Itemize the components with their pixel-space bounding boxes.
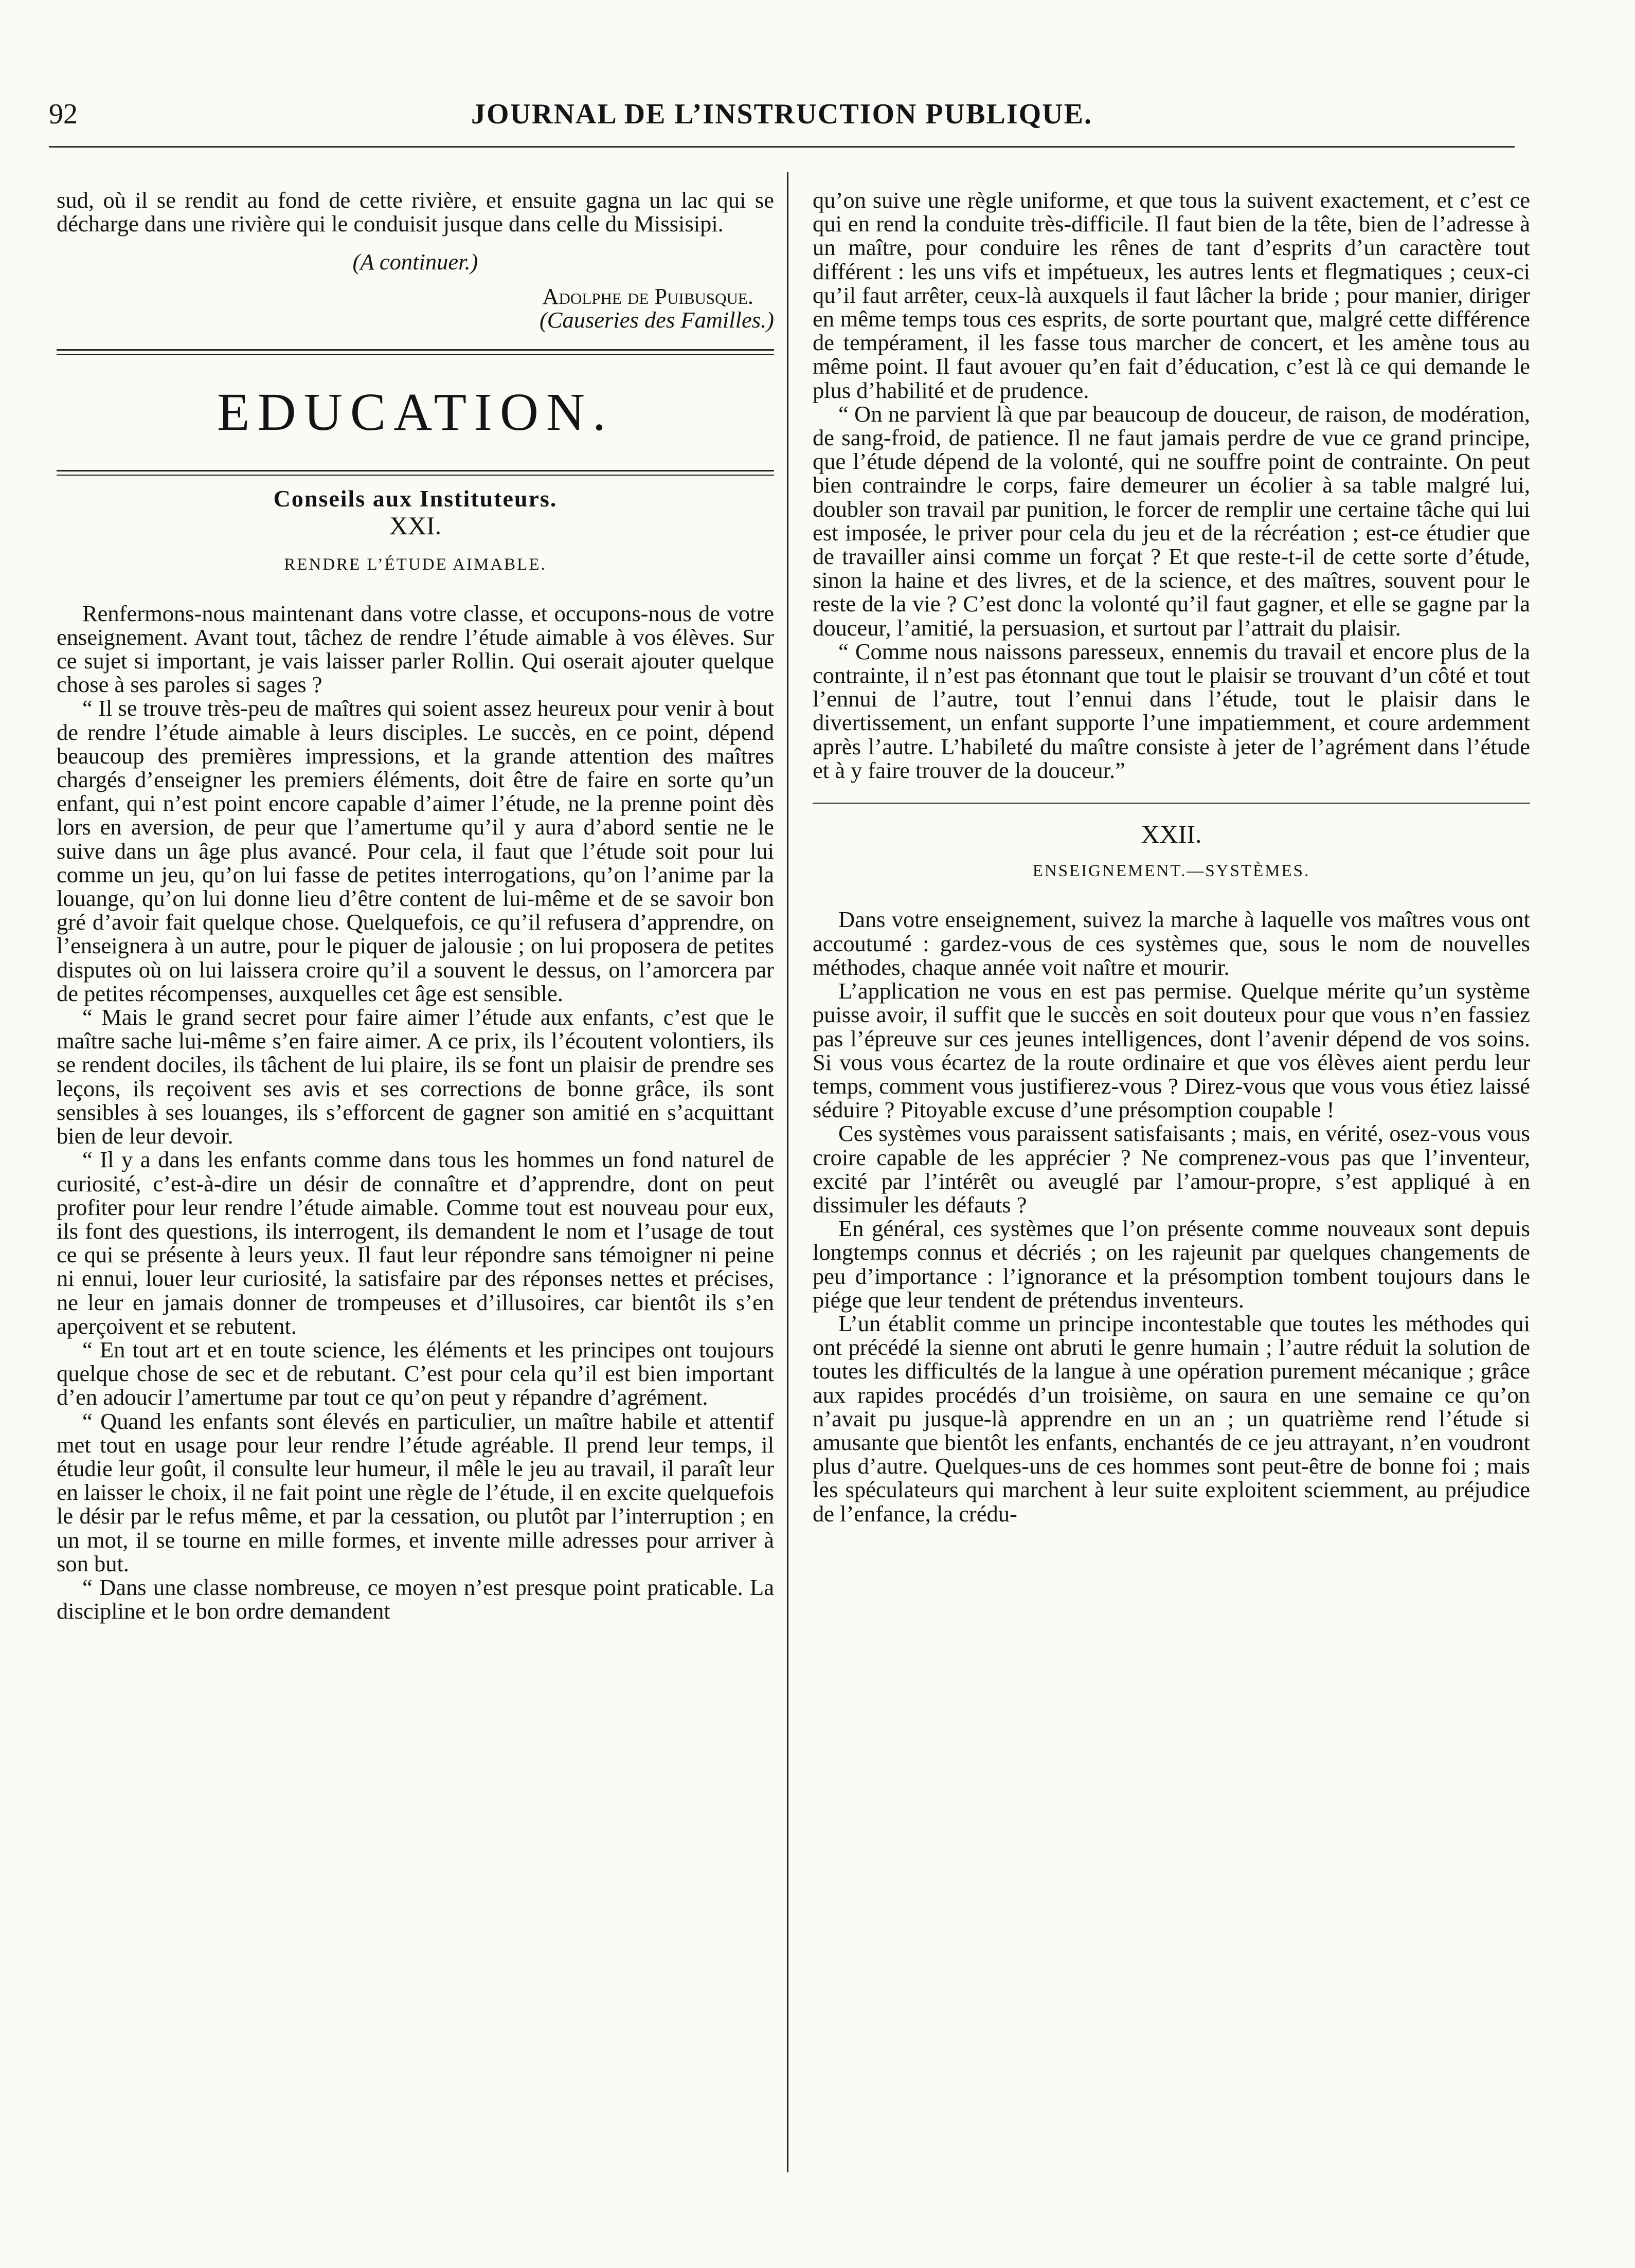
page-number: 92 <box>49 98 78 130</box>
source-citation: (Causeries des Familles.) <box>539 306 774 333</box>
article-heading-xxii: ENSEIGNEMENT.—SYSTÈMES. <box>1032 862 1310 881</box>
paragraph: “ Il se trouve très-peu de maîtres qui soient assez heureux pour venir à bout de rendre l’étude aimable à leurs disciples. Le succès, en ce point, dépend beaucoup des premières impressions, et la grande attention des maîtres chargés d’enseigner les premiers éléments, doit être de faire en sorte qu’un enfant, qui n’est point encore capable d’aimer l’étude, ne la prenne point dès lors en aversion, de peur que l’amertume qu’il y aura d’abord sentie ne le suive dans un âge plus avancé. Pour cela, il faut que l’étude soit pour lui comme un jeu, qu’on lui fasse de petites interrogations, qu’on l’anime par la louange, qu’on lui donne lieu d’être content de lui-même et de se savoir bon gré d’avoir fait quelque chose. Quelquefois, ce qu’il refusera d’apprendre, on l’enseignera à un autre, pour le piquer de jalousie ; on lui proposera de petites disputes où on lui laissera croire qu’il a souvent le dessus, on l’amorcera par de petites récompenses, auxquelles cet âge est sensible. <box>57 695 774 1006</box>
article-separator <box>813 803 1530 804</box>
paragraph: “ On ne parvient là que par beaucoup de douceur, de raison, de modération, de sang-froid, de patience. Il ne faut jamais perdre de vue ce grand principe, que l’étude dépend de la volonté, qui ne souffre point de contrainte. On peut bien contraindre le corps, faire demeurer un écolier à sa table malgré lui, doubler son travail par punition, le forcer de remplir une certaine tâche qui lui est imposée, le priver pour cela du jeu et de la récréation ; est-ce étudier que de travailler ainsi comme un forçat ? Et que reste-t-il de cette sorte d’étude, sinon la haine et des livres, et de la science, et des maîtres, souvent pour le reste de la vie ? C’est donc la volonté qu’il faut gagner, et elle se gagne par la douceur, l’amitié, la persuasion, et surtout par l’attrait du plaisir. <box>813 401 1530 641</box>
paragraph: “ Il y a dans les enfants comme dans tous les hommes un fond naturel de curiosité, c’est-à-dire un désir de connaître et d’apprendre, dont on peut profiter pour leur rendre l’étude aimable. Comme tout est nouveau pour eux, ils font des questions, ils interrogent, ils demandent le nom et l’usage de tout ce qui se présente à leurs yeux. Il faut leur répondre sans témoigner ni peine ni ennui, louer leur curiosité, la satisfaire par des réponses nettes et précises, ne leur en jamais donner de trompeuses et d’illusoires, car bientôt ils s’en aperçoivent et se rebutent. <box>57 1147 774 1339</box>
paragraph: Ces systèmes vous paraissent satisfaisants ; mais, en vérité, osez-vous vous croire capable de les apprécier ? Ne comprenez-vous pas que l’inventeur, excité par l’intérêt ou aveuglé par l’amour-propre, s’est appliqué à en dissimuler les défauts ? <box>813 1120 1530 1218</box>
paragraph: “ Comme nous naissons paresseux, ennemis du travail et encore plus de la contrainte, il n’est pas étonnant que tout le plaisir se trouvant d’un côté et tout l’ennui de l’autre, tout l’ennui dans l’étude, tout le plaisir dans le divertissement, un enfant supporte l’une impatiemment, et coure ardemment après l’autre. L’habileté du maître consiste à jeter de l’agrément dans l’étude et à y faire trouver de la douceur.” <box>813 638 1530 783</box>
continued-paragraph: sud, où il se rendit au fond de cette rivière, et ensuite gagna un lac qui se décharge dans une rivière qui le conduisit jusque dans celle du Missisipi. <box>57 187 774 237</box>
section-rule-top <box>57 349 774 355</box>
paragraph: Dans votre enseignement, suivez la marche à laquelle vos maîtres vous ont accoutumé : gardez-vous de ces systèmes que, sous le nom de nouvelles méthodes, chaque année voit naître et mourir. <box>813 906 1530 980</box>
article-number-xxi: XXI. <box>389 511 442 540</box>
paragraph: “ Dans une classe nombreuse, ce moyen n’est presque point praticable. La discipline et le bon ordre demandent <box>57 1574 774 1624</box>
paragraph: “ En tout art et en toute science, les éléments et les principes ont toujours quelque chose de sec et de rebutant. C’est pour cela qu’il est bien important d’en adoucir l’amertume par tout ce qu’on peut y répandre d’agrément. <box>57 1336 774 1410</box>
paragraph: qu’on suive une règle uniforme, et que tous la suivent exactement, et c’est ce qui en rend la conduite très-difficile. Il faut bien de la tête, bien de l’adresse à un maître, pour conduire les rênes de tant d’esprits d’un caractère tout différent : les uns vifs et impétueux, les autres lents et flegmatiques ; ceux-ci qu’il faut arrêter, ceux-là auxquels il faut lâcher la bride ; pour manier, diriger en même temps tous ces esprits, de sorte pourtant que, malgré cette différence de tempérament, il les fasse tous marcher de concert, et les amène tous au même point. Il faut avouer qu’en fait d’éducation, c’est là ce qui demande le plus d’habilité et de prudence. <box>813 187 1530 403</box>
header-rule <box>49 146 1515 148</box>
paragraph: Renfermons-nous maintenant dans votre classe, et occupons-nous de votre enseignement. Avant tout, tâchez de rendre l’étude aimable à vos élèves. Sur ce sujet si important, je vais laisser parler Rollin. Qui oserait ajouter quelque chose à ses paroles si sages ? <box>57 600 774 698</box>
article-number-xxii: XXII. <box>1141 820 1202 849</box>
continuation-note: (A continuer.) <box>352 249 478 275</box>
section-title: EDUCATION. <box>217 383 614 442</box>
paragraph: En général, ces systèmes que l’on présente comme nouveaux sont depuis longtemps connus et décriés ; on les rajeunit par quelques changements de peu d’importance : l’ignorance et la présomption tombent toujours dans le piége que leur tendent de prétendus inventeurs. <box>813 1215 1530 1313</box>
page-header <box>49 98 1515 139</box>
author-signature: Adolphe de Puibusque. <box>542 283 753 309</box>
article-subtitle: Conseils aux Instituteurs. <box>273 485 558 512</box>
paragraph: L’application ne vous en est pas permise. Quelque mérite qu’un système puisse avoir, il suffit que le succès en soit douteux pour que vous n’en fassiez pas l’épreuve sur ces jeunes intelligences, dont l’avenir dépend de vos soins. Si vous vous écartez de la route ordinaire et que vos élèves aient perdu leur temps, comment vous justifierez-vous ? Direz-vous que vous vous étiez laissé séduire ? Pitoyable excuse d’une présomption coupable ! <box>813 978 1530 1123</box>
paragraph: L’un établit comme un principe incontestable que toutes les méthodes qui ont précédé la sienne ont abruti le genre humain ; l’autre réduit la solution de toutes les difficultés de la langue à une opération purement mécanique ; grâce aux rapides procédés d’un troisième, on saura en une semaine ce qu’on n’avait pu jusque-là apprendre en un an ; un quatrième rend l’étude si amusante que bientôt les enfants, enchantés de ce jeu attrayant, n’en voudront plus d’autre. Quelques-uns de ces hommes sont peut-être de bonne foi ; mais les spéculateurs qui marchent à leur suite exploitent sciemment, au préjudice de l’enfance, la crédu- <box>813 1310 1530 1527</box>
paragraph: “ Quand les enfants sont élevés en particulier, un maître habile et attentif met tout en usage pour leur rendre l’étude agréable. Il prend leur temps, il étudie leur goût, il consulte leur humeur, il mêle le jeu au travail, il paraît leur en laisser le choix, il ne fait point une règle de l’étude, il en excite quelquefois le désir par le refus même, et par la cessation, ou plutôt par l’interruption ; en un mot, il se tourne en mille formes, et invente mille adresses pour arriver à son but. <box>57 1408 774 1576</box>
section-rule-bottom <box>57 470 774 476</box>
column-divider <box>787 172 788 2172</box>
journal-title: JOURNAL DE L’INSTRUCTION PUBLIQUE. <box>471 98 1092 130</box>
right-column <box>813 188 1530 1526</box>
left-column <box>57 188 774 1623</box>
paragraph: “ Mais le grand secret pour faire aimer l’étude aux enfants, c’est que le maître sache lui-même s’en faire aimer. A ce prix, ils l’écoutent volontiers, ils se rendent dociles, ils tâchent de lui plaire, ils se font un plaisir de prendre ses leçons, ils reçoivent ses avis et ses corrections de bonne grâce, ils sont sensibles à ses louanges, ils s’efforcent de gagner son amitié en s’acquittant bien de leur devoir. <box>57 1004 774 1149</box>
article-heading-xxi: RENDRE L’ÉTUDE AIMABLE. <box>284 555 547 574</box>
